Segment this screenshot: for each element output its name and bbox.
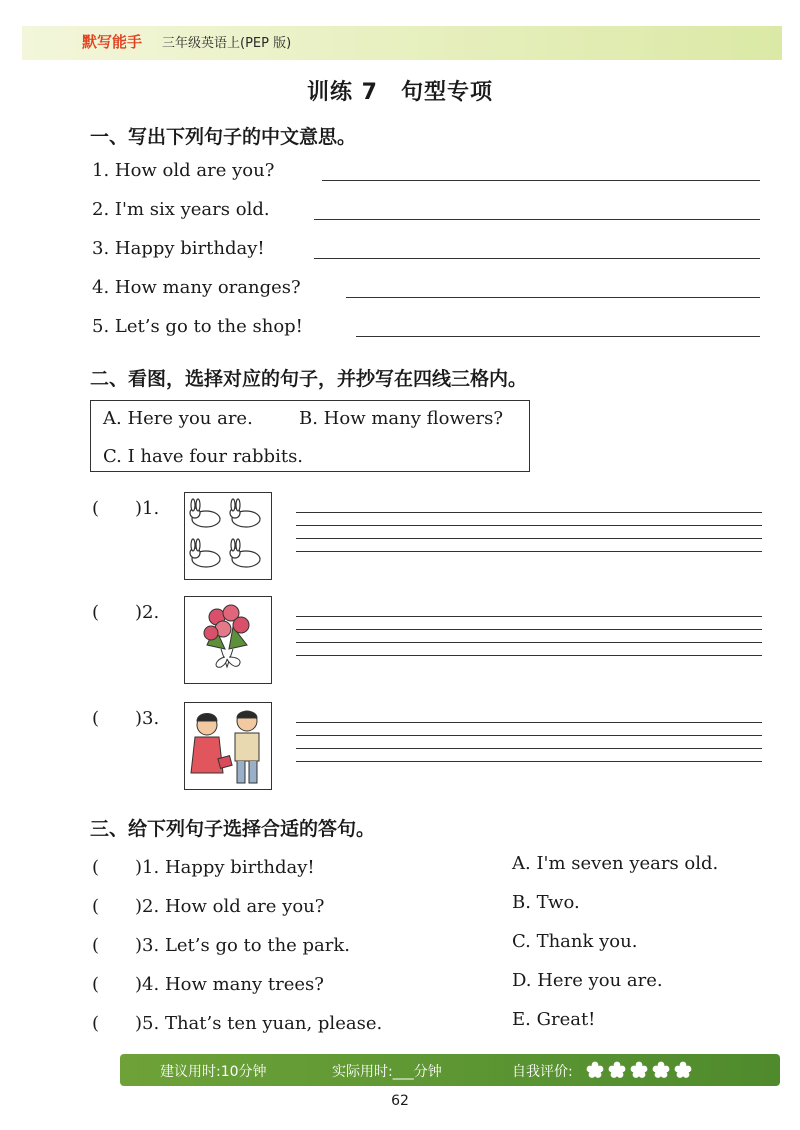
page-number: 62 bbox=[391, 1093, 409, 1109]
matching-question-1[interactable]: ( )1. Happy birthday! bbox=[92, 857, 315, 878]
picture-question-3-label[interactable]: ( )3. bbox=[92, 708, 160, 729]
suggested-time: 建议用时:10分钟 bbox=[160, 1064, 267, 1080]
matching-question-3[interactable]: ( )3. Let’s go to the park. bbox=[92, 935, 351, 956]
answer-line-1[interactable] bbox=[322, 180, 760, 181]
flower-bouquet-picture bbox=[184, 596, 272, 684]
matching-answer-a: A. I'm seven years old. bbox=[512, 853, 719, 874]
section3-heading: 三、给下列句子选择合适的答句。 bbox=[90, 818, 376, 840]
section2-heading: 二、看图，选择对应的句子，并抄写在四线三格内。 bbox=[90, 368, 528, 390]
answer-line-4[interactable] bbox=[346, 297, 760, 298]
section1-item-4: 4. How many oranges? bbox=[92, 277, 301, 298]
answer-line-3[interactable] bbox=[314, 258, 760, 259]
actual-time: 实际用时:___分钟 bbox=[332, 1064, 442, 1080]
option-a: A. Here you are. bbox=[103, 408, 253, 429]
section1-heading: 一、写出下列句子的中文意思。 bbox=[90, 126, 357, 148]
page-title: 训练 7 句型专项 bbox=[307, 80, 493, 105]
four-rabbits-picture bbox=[184, 492, 272, 580]
answer-line-2[interactable] bbox=[314, 219, 760, 220]
matching-question-4[interactable]: ( )4. How many trees? bbox=[92, 974, 324, 995]
section1-item-3: 3. Happy birthday! bbox=[92, 238, 265, 259]
footer-bar bbox=[120, 1054, 780, 1086]
matching-answer-d: D. Here you are. bbox=[512, 970, 663, 991]
section1-item-5: 5. Let’s go to the shop! bbox=[92, 316, 303, 337]
option-c: C. I have four rabbits. bbox=[103, 446, 304, 467]
writing-lines-3[interactable] bbox=[296, 722, 762, 766]
matching-question-5[interactable]: ( )5. That’s ten yuan, please. bbox=[92, 1013, 383, 1034]
flower-star-icon[interactable] bbox=[586, 1061, 604, 1079]
picture-question-2-label[interactable]: ( )2. bbox=[92, 602, 160, 623]
flower-star-icon[interactable] bbox=[674, 1061, 692, 1079]
section1-item-2: 2. I'm six years old. bbox=[92, 199, 270, 220]
matching-answer-e: E. Great! bbox=[512, 1009, 596, 1030]
book-series: 三年级英语上(PEP 版) bbox=[162, 36, 292, 51]
brand-name: 默写能手 bbox=[82, 33, 143, 51]
girl-giving-gift-picture bbox=[184, 702, 272, 790]
matching-question-2[interactable]: ( )2. How old are you? bbox=[92, 896, 325, 917]
flower-star-icon[interactable] bbox=[608, 1061, 626, 1079]
picture-question-1-label[interactable]: ( )1. bbox=[92, 498, 160, 519]
flower-star-icon[interactable] bbox=[652, 1061, 670, 1079]
section1-item-1: 1. How old are you? bbox=[92, 160, 275, 181]
answer-line-5[interactable] bbox=[356, 336, 760, 337]
flower-star-icon[interactable] bbox=[630, 1061, 648, 1079]
matching-answer-b: B. Two. bbox=[512, 892, 580, 913]
header-banner bbox=[22, 26, 782, 60]
matching-answer-c: C. Thank you. bbox=[512, 931, 638, 952]
writing-lines-2[interactable] bbox=[296, 616, 762, 660]
option-b: B. How many flowers? bbox=[299, 408, 504, 429]
option-box bbox=[90, 400, 530, 472]
writing-lines-1[interactable] bbox=[296, 512, 762, 556]
self-evaluation-label: 自我评价: bbox=[512, 1064, 573, 1080]
